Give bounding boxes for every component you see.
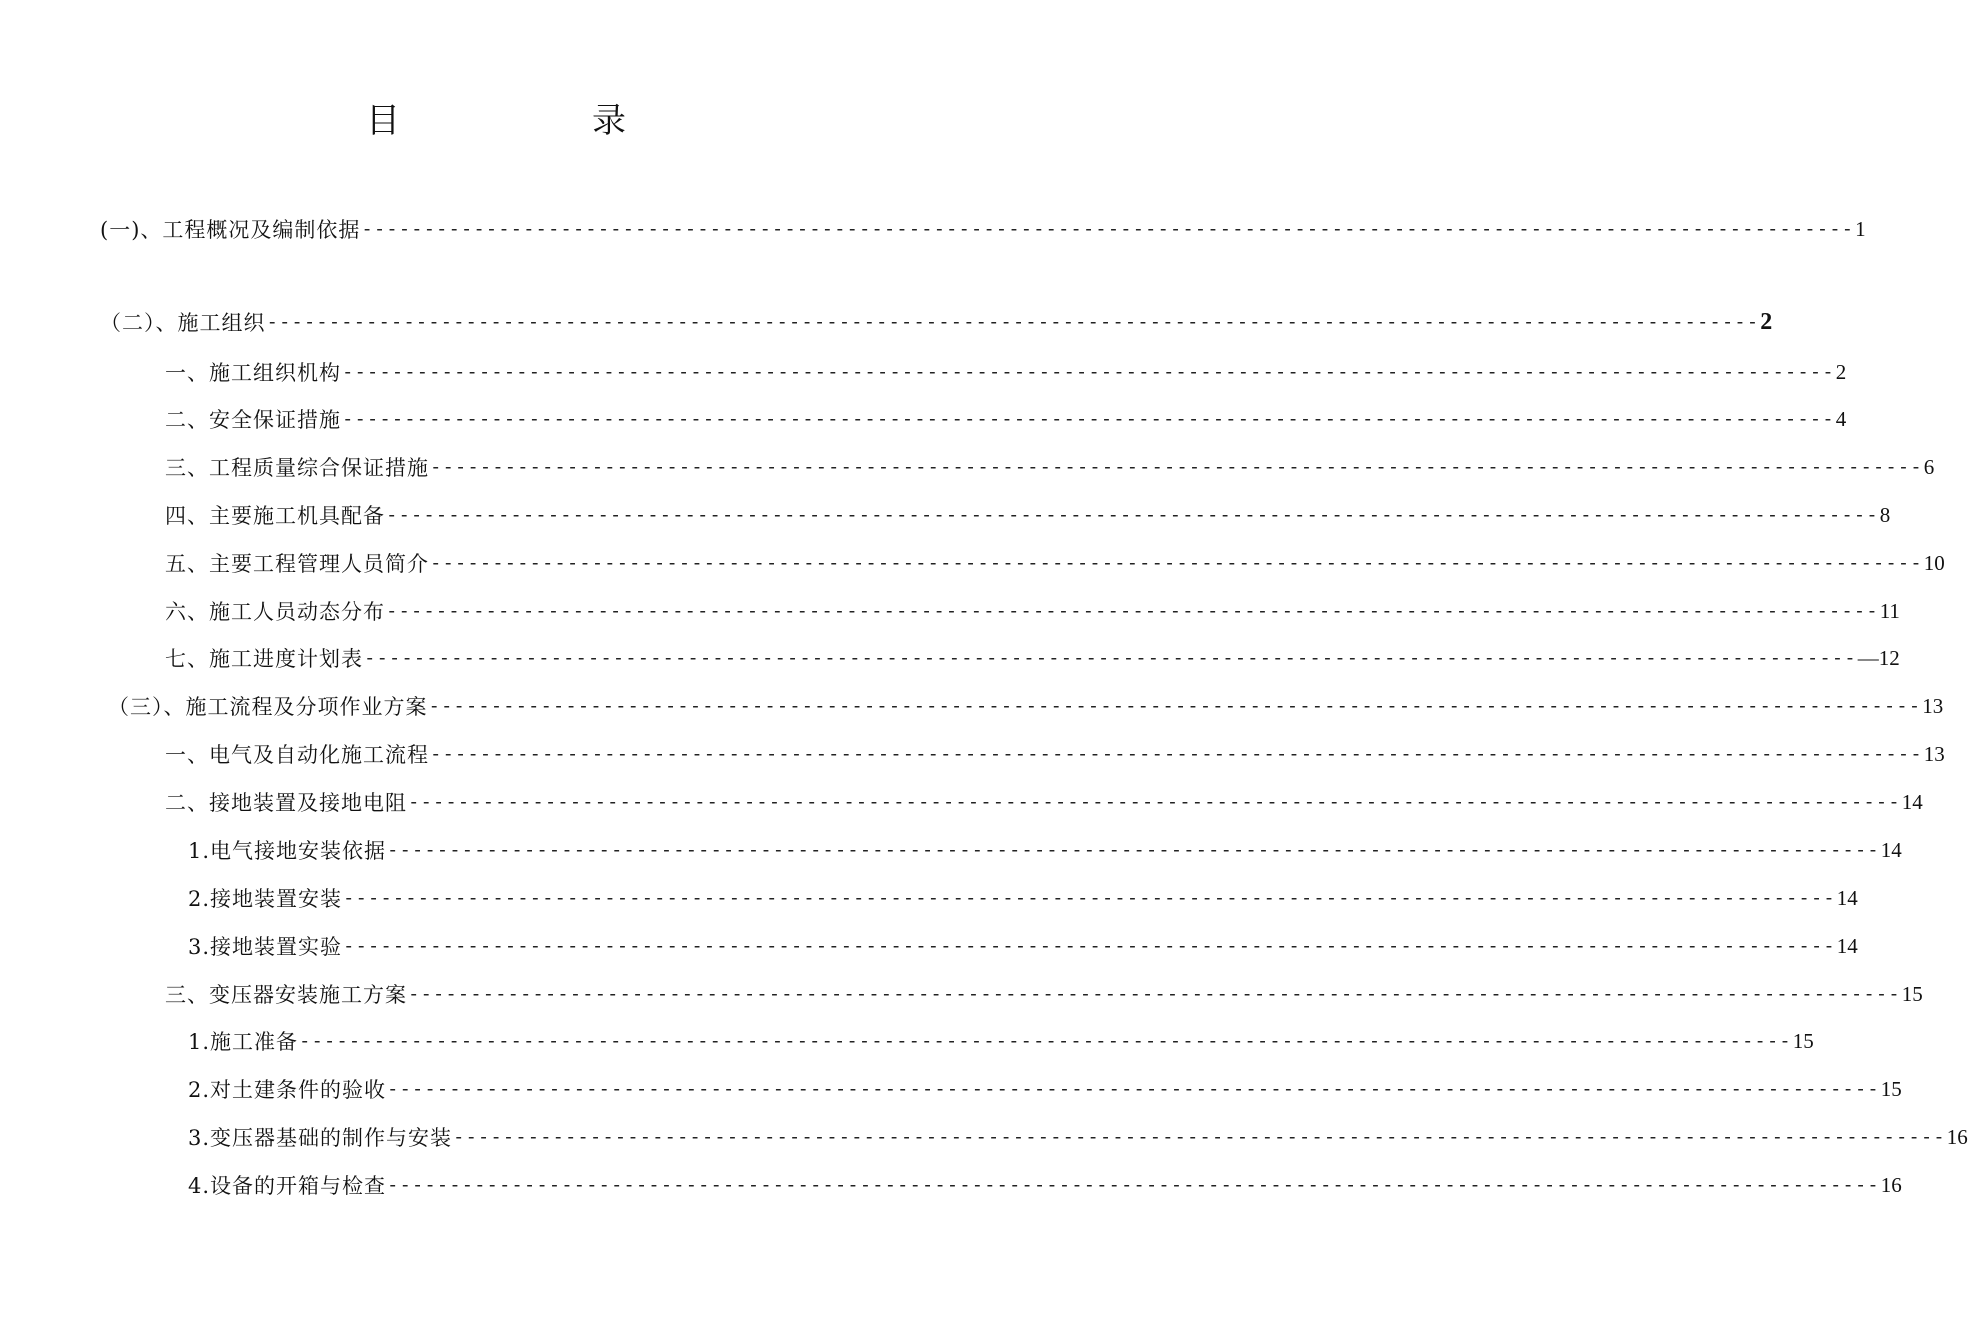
toc-entry-page: —12 — [1857, 645, 1900, 670]
title-char-mu: 目 — [366, 101, 400, 141]
toc-entry[interactable] — [188, 1120, 1968, 1154]
toc-leader: ------------------------------------------------------------------------------------------------------------------------ — [408, 983, 1901, 1005]
toc-entry-page: 14 — [1880, 837, 1902, 862]
toc-leader: ------------------------------------------------------------------------------------------------------------------------ — [343, 887, 1836, 909]
toc-entry-page: 15 — [1901, 981, 1923, 1006]
toc-entry-label: 二、安全保证措施 — [165, 408, 341, 432]
toc-entry[interactable] — [165, 594, 1900, 628]
toc-entry[interactable] — [165, 737, 1945, 771]
toc-entry[interactable] — [165, 450, 1935, 484]
toc-leader: ------------------------------------------------------------------------------------------------------------------------ — [386, 600, 1879, 622]
toc-leader: ------------------------------------------------------------------------------------------------------------------------ — [430, 743, 1923, 765]
toc-entry-label: 五、主要工程管理人员简介 — [165, 552, 429, 576]
toc-entry[interactable] — [165, 977, 1923, 1011]
toc-entry[interactable] — [188, 1072, 1902, 1106]
toc-leader: ------------------------------------------------------------------------------------------------------------------------ — [386, 504, 1879, 526]
toc-entry-page: 2 — [1760, 308, 1773, 335]
toc-entry-label: 3.变压器基础的制作与安装 — [188, 1126, 453, 1150]
toc-entry-page: 15 — [1880, 1076, 1902, 1101]
toc-leader: ------------------------------------------------------------------------------------------------------------------------ — [343, 935, 1836, 957]
toc-entry[interactable] — [188, 881, 1858, 915]
toc-entry-label: 三、工程质量综合保证措施 — [165, 456, 429, 480]
toc-entry-label: 六、施工人员动态分布 — [165, 600, 385, 624]
toc-entry-label: 1.电气接地安装依据 — [188, 839, 387, 863]
toc-entry-page: 13 — [1923, 741, 1945, 766]
toc-leader: ------------------------------------------------------------------------------------------------------------------------ — [428, 695, 1922, 717]
toc-leader: ------------------------------------------------------------------------------------------------------------------------ — [430, 552, 1923, 574]
toc-leader: ------------------------------------------------------------------------------------------------------------------------ — [361, 218, 1855, 240]
toc-entry-page: 16 — [1880, 1172, 1902, 1197]
toc-entry-page: 2 — [1835, 359, 1847, 384]
toc-leader: ------------------------------------------------------------------------------------------------------------------------ — [364, 647, 1857, 669]
toc-entry-label: 七、施工进度计划表 — [165, 647, 363, 671]
toc-entry-page: 8 — [1879, 502, 1891, 527]
toc-entry-page: 14 — [1836, 933, 1858, 958]
toc-entry[interactable] — [165, 785, 1923, 819]
toc-leader: ------------------------------------------------------------------------------------------------------------------------ — [342, 361, 1835, 383]
toc-entry-label: 2.接地装置安装 — [188, 887, 343, 911]
toc-entry[interactable] — [188, 833, 1902, 867]
toc-leader: ------------------------------------------------------------------------------------------------------------------------ — [453, 1126, 1946, 1148]
toc-entry-page: 14 — [1836, 885, 1858, 910]
toc-entry[interactable] — [165, 641, 1900, 675]
toc-entry-page: 15 — [1792, 1028, 1814, 1053]
toc-entry-page: 14 — [1901, 789, 1923, 814]
toc-entry[interactable] — [188, 1024, 1814, 1058]
toc-entry-page: 6 — [1923, 454, 1935, 479]
toc-entry-label: 三、变压器安装施工方案 — [165, 983, 407, 1007]
toc-entry-label: 二、接地装置及接地电阻 — [165, 791, 407, 815]
toc-entry-page: 4 — [1835, 406, 1847, 431]
toc-entry[interactable] — [100, 305, 1773, 339]
toc-entry-page: 13 — [1922, 693, 1944, 718]
toc-entry-label: 四、主要施工机具配备 — [165, 504, 385, 528]
toc-leader: ------------------------------------------------------------------------------------------------------------------------ — [342, 408, 1835, 430]
toc-leader: ------------------------------------------------------------------------------------------------------------------------ — [430, 456, 1923, 478]
toc-entry-page: 16 — [1946, 1124, 1968, 1149]
title-char-lu: 录 — [592, 101, 626, 141]
toc-entry-label: （三）、施工流程及分项作业方案 — [108, 695, 428, 719]
toc-leader: ------------------------------------------------------------------------------------------------------------------------ — [387, 1078, 1880, 1100]
toc-leader: ------------------------------------------------------------------------------------------------------------------------ — [266, 311, 1760, 333]
toc-entry[interactable] — [165, 498, 1891, 532]
toc-entry[interactable] — [165, 402, 1847, 436]
toc-entry-page: 11 — [1879, 598, 1900, 623]
toc-entry[interactable] — [100, 212, 1866, 246]
toc-entry[interactable] — [188, 929, 1858, 963]
toc-entry-page: 1 — [1855, 216, 1866, 241]
toc-entry-label: 2.对土建条件的验收 — [188, 1078, 387, 1102]
toc-entry-label: 3.接地装置实验 — [188, 935, 343, 959]
toc-entry-label: 4.设备的开箱与检查 — [188, 1174, 387, 1198]
toc-entry-label: 一、施工组织机构 — [165, 361, 341, 385]
toc-entry-label: 1.施工准备 — [188, 1030, 299, 1054]
toc-entry-label: 一、电气及自动化施工流程 — [165, 743, 429, 767]
toc-entry[interactable] — [165, 355, 1847, 389]
toc-entry[interactable] — [188, 1168, 1902, 1202]
toc-entry-page: 10 — [1923, 550, 1945, 575]
toc-entry[interactable] — [108, 689, 1944, 723]
toc-entry-label: （二）、施工组织 — [100, 311, 266, 335]
toc-leader: ------------------------------------------------------------------------------------------------------------------------ — [387, 1174, 1880, 1196]
toc-entry-label: (一)、工程概况及编制依据 — [100, 218, 361, 242]
toc-leader: ------------------------------------------------------------------------------------------------------------------------ — [387, 839, 1880, 861]
toc-leader: ------------------------------------------------------------------------------------------------------------------------ — [408, 791, 1901, 813]
toc-leader: ------------------------------------------------------------------------------------------------------------------------ — [299, 1030, 1792, 1052]
page-title — [0, 96, 950, 146]
toc-entry[interactable] — [165, 546, 1945, 580]
